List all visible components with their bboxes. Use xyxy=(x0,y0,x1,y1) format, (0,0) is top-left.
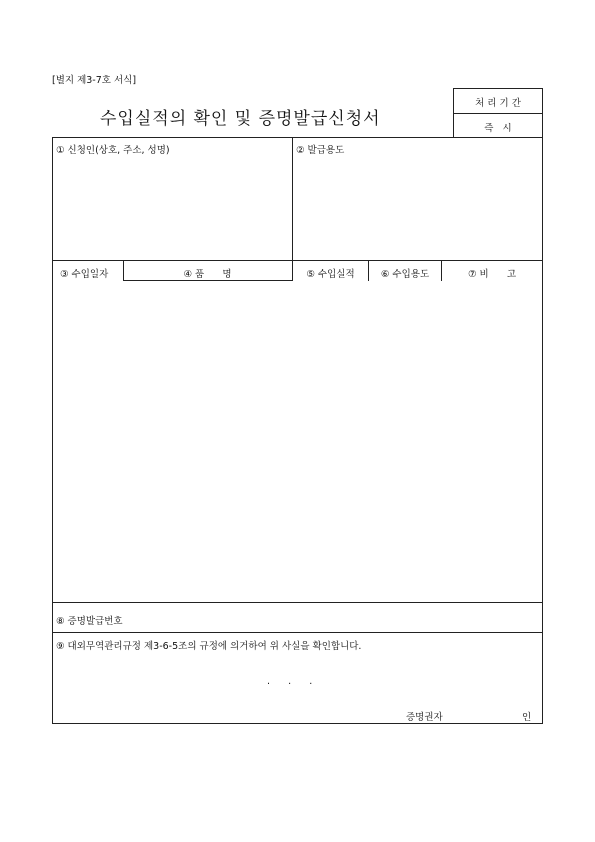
processing-period-label: 처 리 기 간 xyxy=(475,98,521,109)
seal-label: 인 xyxy=(522,712,532,723)
column-import-performance: ⑤ 수입실적 xyxy=(306,269,355,280)
purpose-label: ② 발급용도 xyxy=(296,145,345,156)
confirmation-top xyxy=(52,632,543,633)
form-top-border xyxy=(52,137,543,138)
date-line: . . . xyxy=(267,676,313,687)
header-row-top xyxy=(52,260,543,261)
applicant-label: ① 신청인(상호, 주소, 성명) xyxy=(56,145,170,156)
processing-period-value: 즉 시 xyxy=(484,123,512,134)
form-number: [별지 제3-7호 서식] xyxy=(52,75,137,86)
applicant-purpose-divider xyxy=(292,137,293,260)
cert-number-label: ⑧ 증명발급번호 xyxy=(56,616,123,627)
column-remarks: ⑦ 비 고 xyxy=(467,269,516,280)
form-right-border xyxy=(542,137,543,724)
processing-box-mid xyxy=(453,113,543,114)
processing-box-top xyxy=(453,88,543,89)
cert-number-top xyxy=(52,602,543,603)
form-title: 수입실적의 확인 및 증명발급신청서 xyxy=(100,109,381,129)
column-item-name: ④ 품 명 xyxy=(183,269,232,280)
confirmation-text: ⑨ 대외무역관리규정 제3-6-5조의 규정에 의거하여 위 사실을 확인합니다. xyxy=(56,641,362,652)
column-import-date: ③ 수입일자 xyxy=(60,269,109,280)
form-bottom-border xyxy=(52,723,543,724)
authority-label: 증명권자 xyxy=(406,712,443,723)
entries-area[interactable] xyxy=(53,281,542,602)
column-import-use: ⑥ 수입용도 xyxy=(380,269,430,280)
